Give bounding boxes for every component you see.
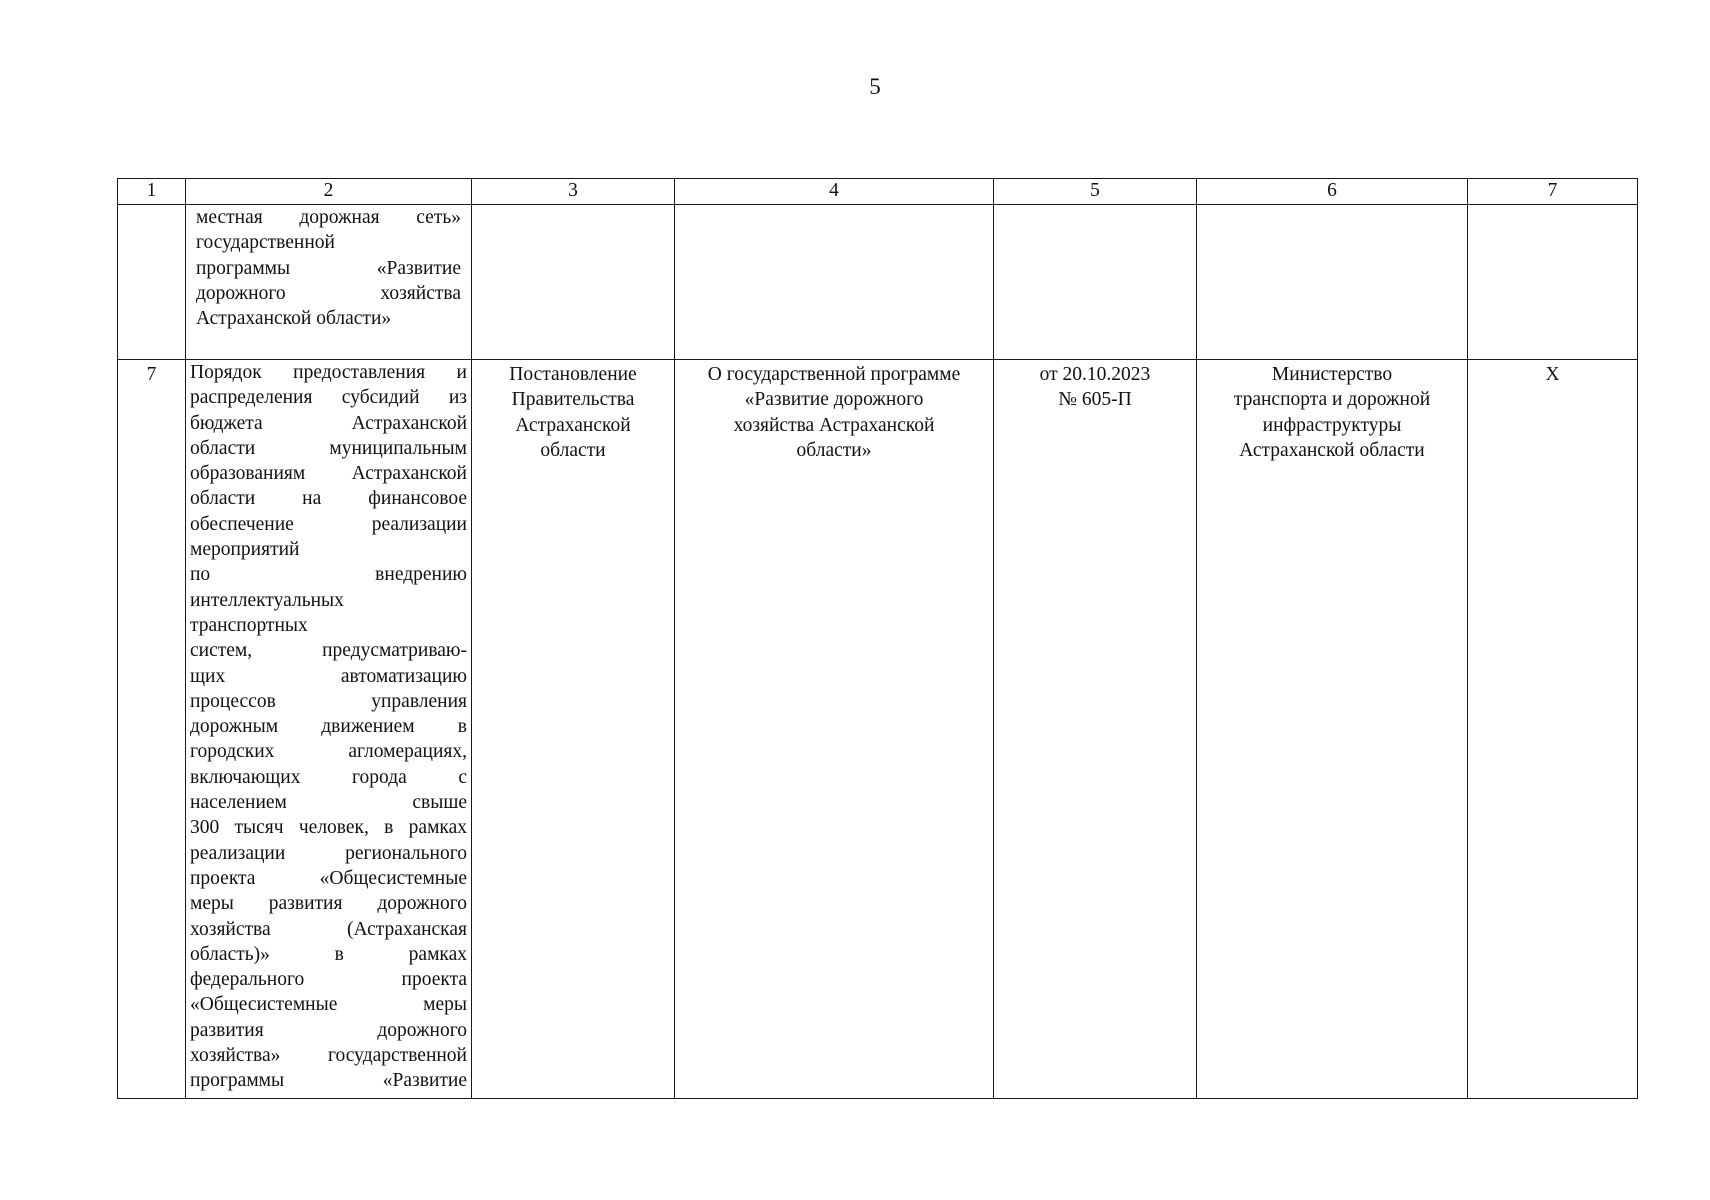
column-header-1: 1 — [118, 179, 186, 205]
text-line: Министерство — [1271, 364, 1393, 385]
text-line: «Общесистемные меры — [190, 994, 467, 1016]
text-line: образованиям Астраханской — [190, 463, 467, 485]
text-line: Астраханской — [515, 414, 631, 436]
text-line: по внедрению — [190, 564, 467, 586]
text-line: № 605-П — [1058, 389, 1132, 411]
cell-mark: X — [1468, 360, 1638, 1099]
text-line: хозяйства (Астраханская — [190, 918, 467, 940]
text-line: городских агломерациях, — [190, 741, 467, 763]
text-line: обеспечение реализации — [190, 513, 467, 535]
text-line: транспорта и дорожной — [1233, 389, 1431, 411]
cell-continuation-6 — [1197, 205, 1468, 360]
text-line: хозяйства Астраханской — [733, 414, 935, 436]
cell-continuation-5 — [994, 205, 1197, 360]
text-line: мероприятий — [190, 539, 300, 561]
text-line: населением свыше — [190, 792, 467, 814]
text-line: процессов управления — [190, 690, 467, 712]
cell-continuation-name — [186, 205, 472, 360]
text-line: развития дорожного — [190, 1019, 467, 1041]
text-line: систем, предусматриваю- — [190, 640, 467, 662]
text-line: распределения субсидий из — [190, 387, 467, 409]
text-line: включающих города с — [190, 766, 467, 788]
cell-continuation-4 — [675, 205, 994, 360]
text-line: проекта «Общесистемные — [190, 867, 467, 889]
table-header-row — [118, 179, 1638, 205]
text-line: 300 тысяч человек, в рамках — [190, 817, 467, 839]
text-line: федерального проекта — [190, 969, 467, 991]
column-header-6: 6 — [1197, 179, 1468, 205]
text-line: хозяйства» государственной — [190, 1045, 467, 1067]
text-line: программы «Развитие — [190, 1070, 467, 1092]
cell-document-title — [675, 360, 994, 1099]
text-line: О государственной программе — [707, 364, 961, 385]
text-line: Астраханской области — [1239, 439, 1425, 461]
cell-continuation-3 — [472, 205, 675, 360]
cell-continuation-7 — [1468, 205, 1638, 360]
text-line: от 20.10.2023 — [1039, 364, 1151, 385]
text-line: «Развитие дорожного — [744, 389, 924, 411]
table-row-continuation — [118, 205, 1638, 360]
text-line: местная дорожная сеть» — [196, 207, 461, 228]
text-line: дорожного хозяйства — [196, 282, 461, 304]
text-line: бюджета Астраханской — [190, 412, 467, 434]
text-line: транспортных — [190, 614, 308, 636]
column-header-3: 3 — [472, 179, 675, 205]
cell-row-number: 7 — [118, 360, 186, 1099]
text-line: Астраханской области» — [196, 308, 392, 330]
text-line: интеллектуальных — [190, 589, 344, 611]
text-line: области» — [796, 439, 872, 461]
text-line: дорожным движением в — [190, 716, 467, 738]
cell-responsible-body — [1197, 360, 1468, 1099]
column-header-7: 7 — [1468, 179, 1638, 205]
text-line: Порядок предоставления и — [190, 362, 467, 383]
page-number: 5 — [869, 74, 881, 99]
text-line: программы «Развитие — [196, 257, 461, 279]
table-row-7 — [118, 360, 1638, 1099]
text-line: инфраструктуры — [1262, 414, 1402, 436]
cell-document-name — [186, 360, 472, 1099]
text-line: государственной — [196, 232, 335, 254]
column-header-2: 2 — [186, 179, 472, 205]
text-line: области на финансовое — [190, 488, 467, 510]
text-line: меры развития дорожного — [190, 893, 467, 915]
text-line: области — [540, 439, 606, 461]
text-line: область)» в рамках — [190, 943, 467, 965]
column-header-4: 4 — [675, 179, 994, 205]
cell-continuation-number — [118, 205, 186, 360]
text-line: Постановление — [509, 364, 637, 385]
column-header-5: 5 — [994, 179, 1197, 205]
text-line: щих автоматизацию — [190, 665, 467, 687]
cell-document-date-number — [994, 360, 1197, 1099]
cell-document-type — [472, 360, 675, 1099]
text-line: Правительства — [511, 389, 635, 411]
text-line: области муниципальным — [190, 437, 467, 459]
text-line: реализации регионального — [190, 842, 467, 864]
registry-table — [117, 178, 1638, 1099]
